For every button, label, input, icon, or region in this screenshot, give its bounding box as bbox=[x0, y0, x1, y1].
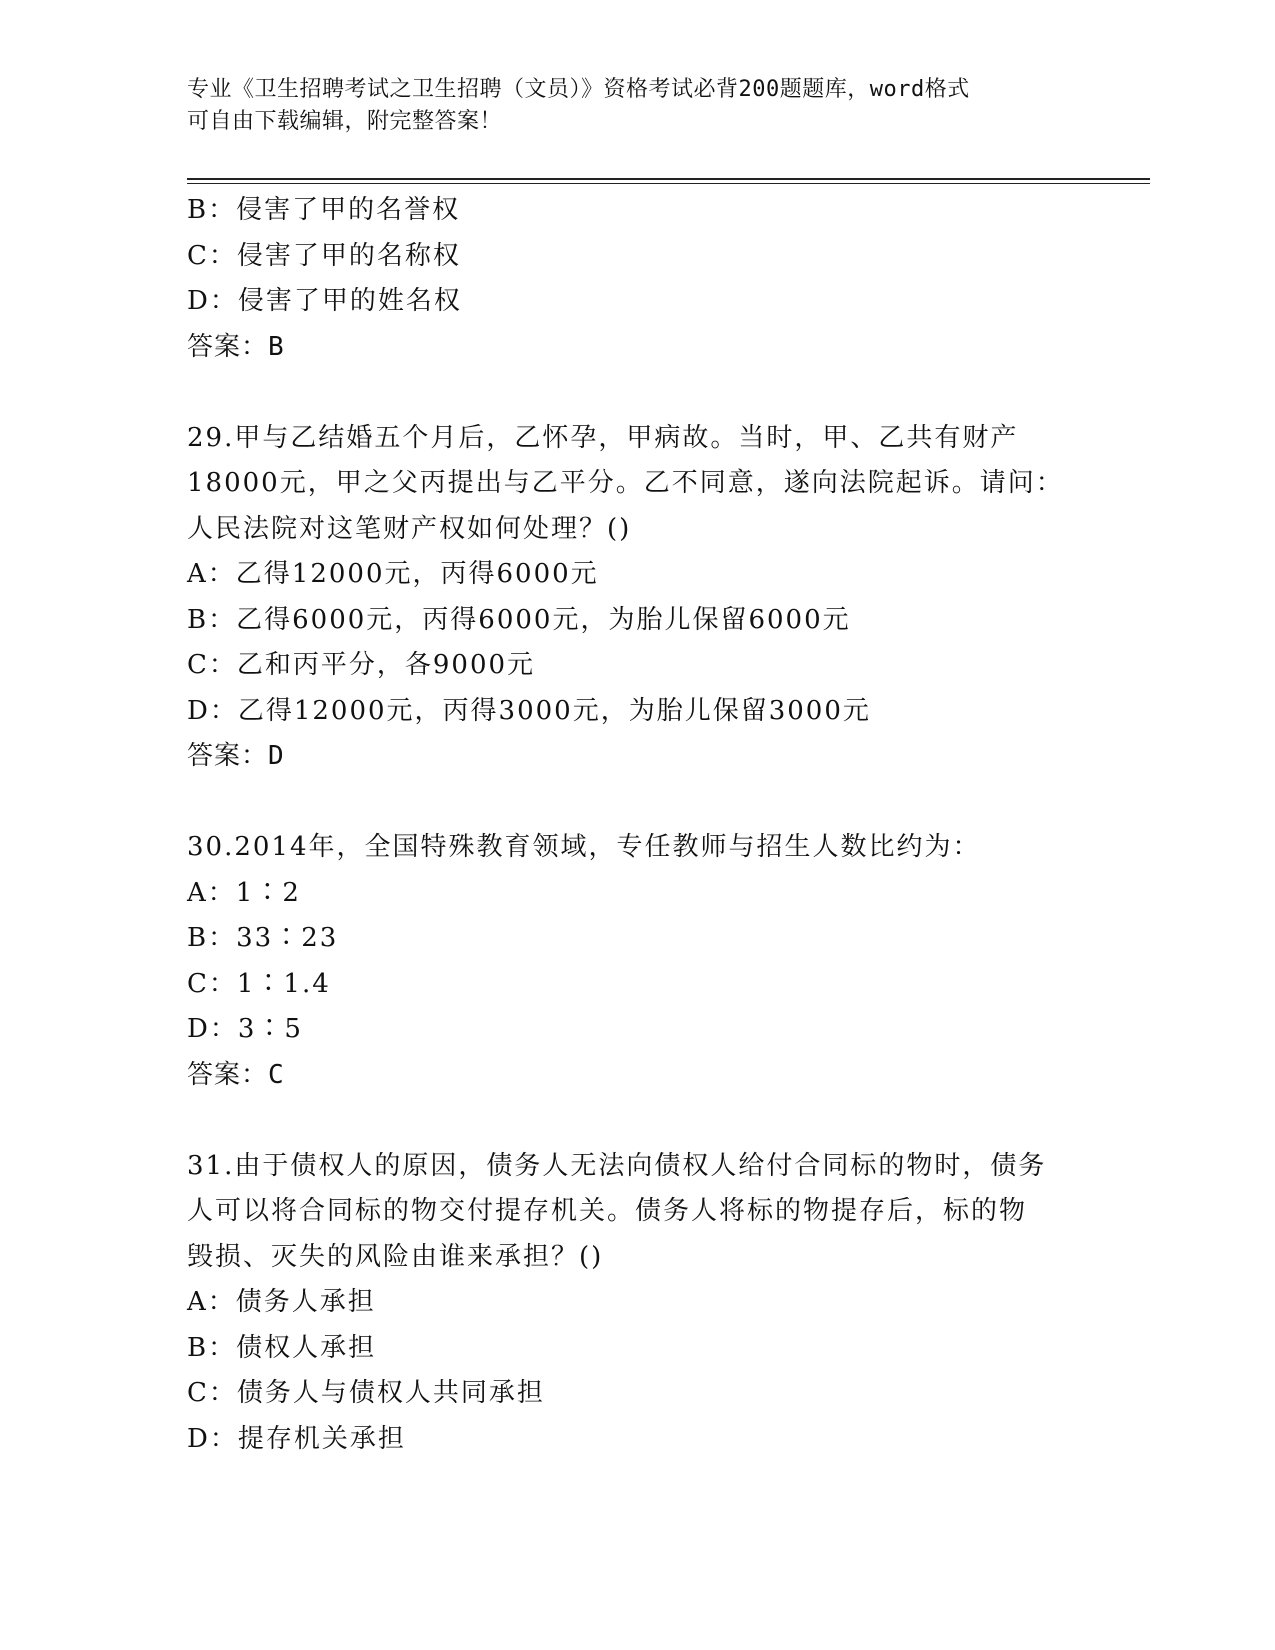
question-stem-line: 30.2014年，全国特殊教育领域，专任教师与招生人数比约为： bbox=[187, 832, 981, 862]
document-header bbox=[187, 74, 1087, 138]
answer: 答案：D bbox=[187, 741, 285, 771]
question-stem-line: 18000元，甲之父丙提出与乙平分。乙不同意，遂向法院起诉。请问： bbox=[187, 468, 1064, 498]
question-stem-line: 毁损、灭失的风险由谁来承担？() bbox=[187, 1241, 604, 1272]
spacer bbox=[187, 1098, 1087, 1144]
option-c: C：乙和丙平分，各9000元 bbox=[187, 650, 536, 680]
option-b: B：33∶23 bbox=[187, 923, 339, 953]
option-d: D：3∶5 bbox=[187, 1014, 303, 1044]
header-line-2: 可自由下载编辑，附完整答案！ bbox=[187, 109, 503, 134]
spacer bbox=[187, 370, 1087, 416]
option-d: D：提存机关承担 bbox=[187, 1423, 406, 1454]
option-a: A：债务人承担 bbox=[187, 1287, 376, 1317]
option-c: C：债务人与债权人共同承担 bbox=[187, 1378, 545, 1408]
question-content bbox=[187, 188, 1087, 1462]
option-a: A：1∶2 bbox=[187, 877, 301, 908]
question-30 bbox=[187, 825, 1087, 1098]
question-29 bbox=[187, 416, 1087, 780]
spacer bbox=[187, 780, 1087, 826]
header-divider bbox=[187, 178, 1150, 184]
question-stem-line: 29.甲与乙结婚五个月后，乙怀孕，甲病故。当时，甲、乙共有财产 bbox=[187, 422, 1019, 453]
option-b: B：债权人承担 bbox=[187, 1332, 377, 1363]
option-b: B：侵害了甲的名誉权 bbox=[187, 195, 461, 225]
option-d: D：侵害了甲的姓名权 bbox=[187, 286, 462, 316]
answer: 答案：C bbox=[187, 1059, 285, 1090]
option-a: A：乙得12000元，丙得6000元 bbox=[187, 559, 599, 589]
option-c: C：侵害了甲的名称权 bbox=[187, 240, 461, 271]
option-c: C：1∶1.4 bbox=[187, 968, 331, 999]
option-d: D：乙得12000元，丙得3000元，为胎儿保留3000元 bbox=[187, 695, 871, 726]
answer: 答案：B bbox=[187, 331, 285, 362]
question-stem-line: 人可以将合同标的物交付提存机关。债务人将标的物提存后，标的物 bbox=[187, 1196, 1028, 1226]
question-stem-line: 人民法院对这笔财产权如何处理？() bbox=[187, 513, 632, 544]
option-b: B：乙得6000元，丙得6000元，为胎儿保留6000元 bbox=[187, 604, 851, 635]
question-28 bbox=[187, 188, 1087, 370]
header-line-1: 专业《卫生招聘考试之卫生招聘（文员）》资格考试必背200题题库，word格式 bbox=[187, 77, 970, 102]
question-31 bbox=[187, 1144, 1087, 1463]
question-stem-line: 31.由于债权人的原因，债务人无法向债权人给付合同标的物时，债务 bbox=[187, 1150, 1047, 1181]
